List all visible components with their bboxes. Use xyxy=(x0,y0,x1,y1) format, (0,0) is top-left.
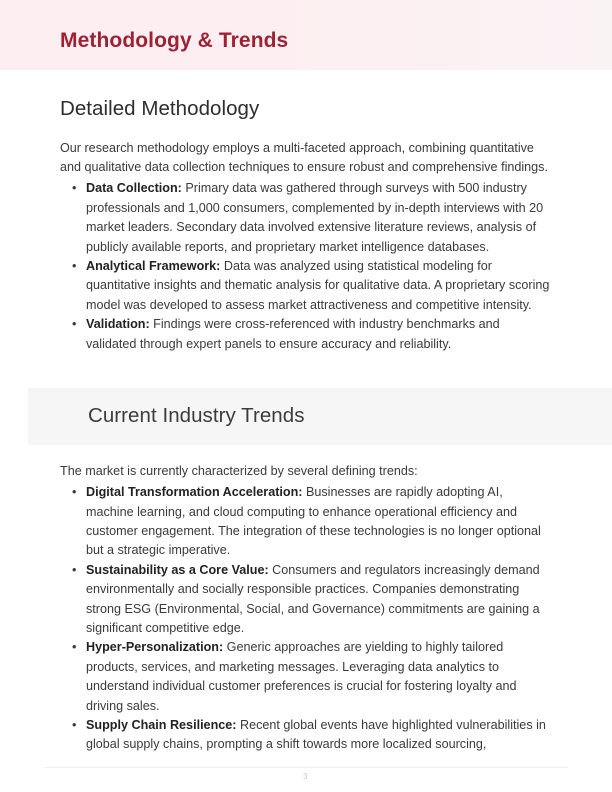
list-item-term: Supply Chain Resilience: xyxy=(86,718,237,733)
list-item-text: Primary data was gathered through surveys with 500 industry professionals and 1,000 consumers, complemented by in-depth interviews with 20 market leaders. Secondary data involved extensive literature reviews, analysis of publicly available reports, and proprietary market intelligence databases. xyxy=(86,181,544,254)
list-item xyxy=(0,716,552,755)
list-item xyxy=(0,638,552,716)
methodology-bullet-list xyxy=(0,177,612,354)
document-content xyxy=(0,70,612,755)
section-heading: Current Industry Trends xyxy=(28,388,612,445)
section-heading: Detailed Methodology xyxy=(60,97,260,120)
page-break-rule xyxy=(45,767,568,768)
list-item-term: Hyper-Personalization: xyxy=(86,640,224,655)
page-title: Methodology & Trends xyxy=(60,29,289,52)
section-intro-paragraph: Our research methodology employs a multi-faceted approach, combining quantitative and qualitative data collection techniques to ensure robust and comprehensive findings. xyxy=(60,140,548,175)
list-item-text: Consumers and regulators increasingly demand environmentally and socially responsible practices. Companies demonstrating strong ESG (Environmental, Social, and Governance) commitments are gaining a significant competitive edge. xyxy=(86,562,540,635)
list-item-term: Data Collection: xyxy=(86,181,182,196)
list-item-term: Validation: xyxy=(86,317,150,332)
list-item-text: Businesses are rapidly adopting AI, machine learning, and cloud computing to enhance operational efficiency and customer engagement. The integration of these technologies is no longer optional but a strategic imperative. xyxy=(86,485,541,558)
page-header-band xyxy=(0,0,612,70)
page-number: 3 xyxy=(303,772,308,781)
section-intro-paragraph: The market is currently characterized by several defining trends: xyxy=(60,463,418,478)
list-item xyxy=(0,561,552,639)
list-item-text: Recent global events have highlighted vulnerabilities in global supply chains, prompting a shift towards more localized sourcing, xyxy=(86,718,546,752)
list-item-term: Sustainability as a Core Value: xyxy=(86,562,269,577)
section-spacer xyxy=(0,354,612,388)
list-item-text: Generic approaches are yielding to highly tailored products, services, and marketing messages. Leveraging data analytics to understand individual customer preferences is crucial for fostering loyalty and driving sales. xyxy=(86,640,517,713)
section-detailed-methodology xyxy=(0,70,612,354)
list-item-text: Data was analyzed using statistical modeling for quantitative insights and thematic analysis for qualitative data. A proprietary scoring model was developed to assess market attractiveness and competitive intensity. xyxy=(86,259,550,312)
list-item-text: Findings were cross-referenced with industry benchmarks and validated through expert panels to ensure accuracy and reliability. xyxy=(86,317,500,351)
list-item xyxy=(0,483,552,561)
list-item xyxy=(0,315,552,354)
section-current-industry-trends xyxy=(0,388,612,755)
trends-bullet-list xyxy=(0,481,612,755)
list-item xyxy=(0,257,552,315)
list-item-term: Digital Transformation Acceleration: xyxy=(86,485,303,500)
list-item xyxy=(0,179,552,257)
list-item-term: Analytical Framework: xyxy=(86,259,221,274)
